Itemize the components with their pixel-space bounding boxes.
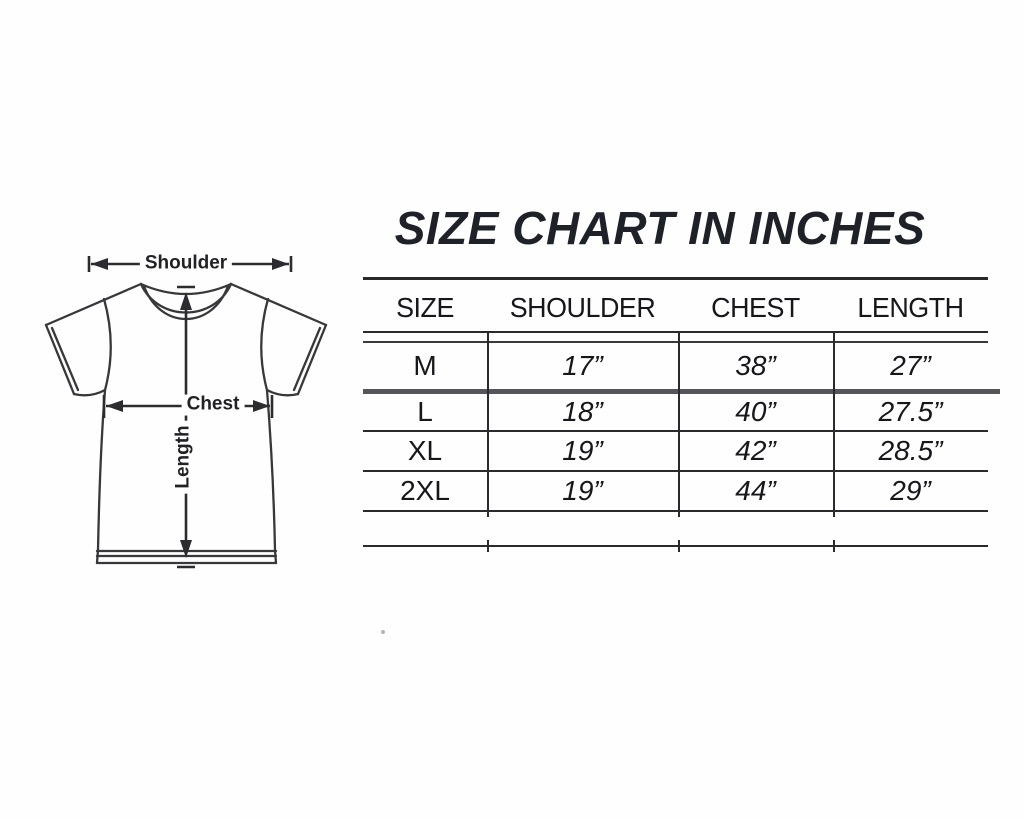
tshirt-right-sleeve-bottom [267,390,298,395]
table-bottom-tick [678,540,680,552]
tshirt-right-cuff [298,325,326,394]
table-bottom-tick [487,540,489,552]
length-value: 27” [890,350,931,381]
shoulder-arrowhead-left [91,258,108,270]
tshirt-right-side [267,390,276,563]
header-length: LENGTH [857,292,964,323]
size-value: M [413,350,437,381]
header-chest: CHEST [711,292,800,323]
table-row [363,343,988,389]
artifact-dot [381,630,385,634]
length-value: 29” [890,475,931,506]
tshirt-left-cuff [46,325,74,394]
table-row [363,432,988,470]
page-title: SIZE CHART IN INCHES [394,202,926,254]
table-rule-bottom [363,545,988,547]
size-value: XL [407,435,443,466]
chest-value: 42” [735,435,776,466]
chest-value: 40” [735,396,776,427]
tshirt-left-armhole [104,299,111,390]
chest-value: 38” [735,350,776,381]
tshirt-right-shoulder [231,284,326,325]
header-shoulder: SHOULDER [509,292,656,323]
tshirt-collar-outer [141,284,231,313]
table-rule-header-bottom [363,331,988,333]
table-header-row [363,285,988,331]
table-row [363,472,988,510]
table-rule-top [363,277,988,280]
length-value: 27.5” [878,396,943,427]
length-dim-label: Length [174,420,195,493]
table-bottom-tick [833,540,835,552]
tshirt-left-shoulder [46,284,141,325]
length-value: 28.5” [878,435,943,466]
shoulder-dim-label: Shoulder [140,254,232,275]
chest-arrowhead-right [253,400,270,412]
chest-value: 44” [735,475,776,506]
size-table [363,277,988,549]
length-arrowhead-up [180,292,192,310]
shoulder-value: 19” [562,435,603,466]
tshirt-left-cuff-inner [52,328,78,390]
length-arrowhead-down [180,540,192,558]
size-value: 2XL [400,475,450,506]
chest-dim-label: Chest [182,395,245,416]
shoulder-value: 18” [562,396,603,427]
shoulder-value: 19” [562,475,603,506]
shoulder-value: 17” [562,350,603,381]
chest-arrowhead-left [106,400,123,412]
size-value: L [417,396,433,427]
tshirt-left-sleeve-bottom [74,390,105,395]
tshirt-collar-inner [144,286,228,319]
header-size: SIZE [396,292,454,323]
shoulder-arrowhead-right [272,258,289,270]
tshirt-right-armhole [261,299,268,390]
table-rule-row4 [363,510,988,512]
table-row [363,394,988,430]
tshirt-back-collar [141,284,231,294]
tshirt-left-side [97,390,105,563]
tshirt-right-cuff-inner [294,328,320,390]
